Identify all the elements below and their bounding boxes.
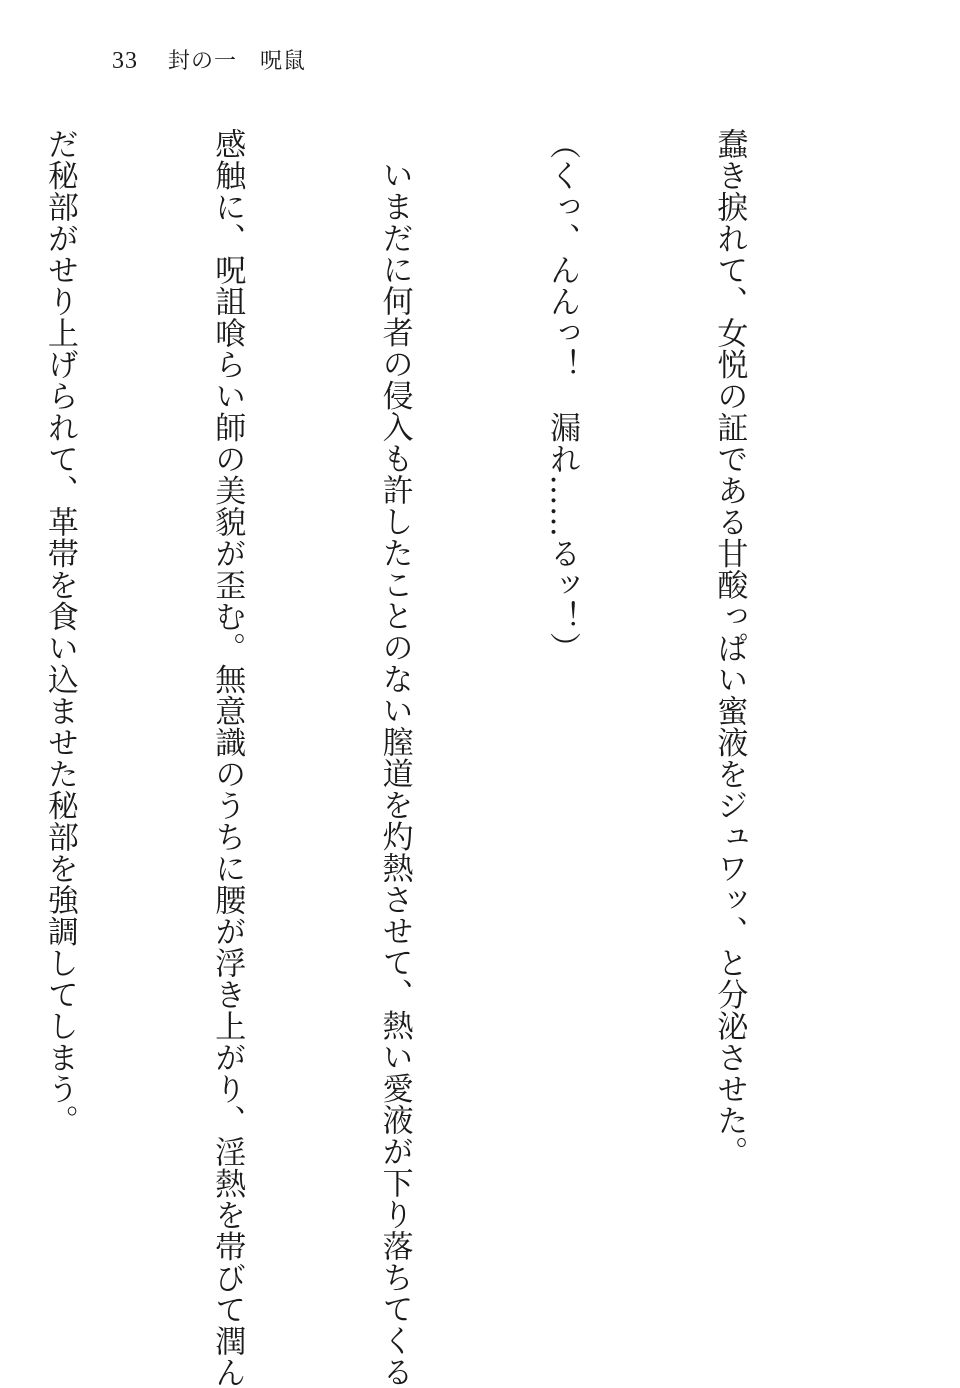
body-text [0,128,868,1388]
chapter-title: 封の一 呪鼠 [168,49,307,74]
running-header [112,46,306,77]
page-number: 33 [112,48,138,74]
text-line: だ秘部がせり上げられて、革帯を食い込ませた秘部を強調してしまう。 [41,128,78,1136]
text-line: （くっ、んんっ！ 漏れ……るッ！） [544,128,581,664]
text-line: いまだに何者の侵入も許したことのない膣道を灼熱させて、熱い愛液が下り落ちてくる [376,159,413,1388]
text-line: 感触に、呪詛喰らい師の美貌が歪む。無意識のうちに腰が浮き上がり、淫熱を帯びて潤ん [209,128,246,1388]
text-line: 蠢き捩れて、女悦の証である甘酸っぱい蜜液をジュワッ、と分泌させた。 [711,128,748,1168]
